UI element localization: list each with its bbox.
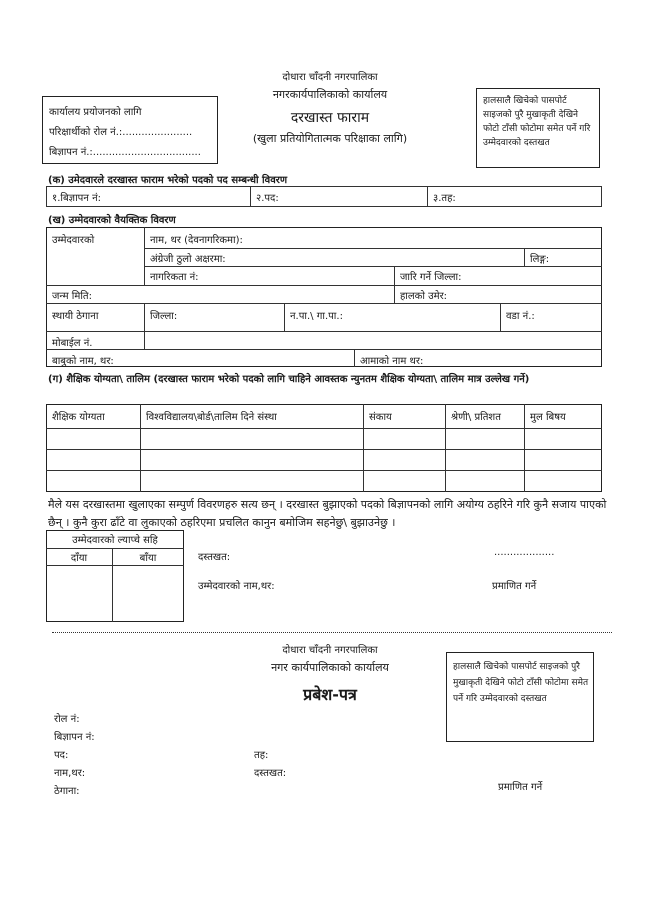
section-c-heading: (ग) शैक्षिक योग्यता\ तालिम (दरखास्त फाराम भरेको पदको लागि चाहिने आवस्तक न्युनतम शैक्षिक योग्यता\ तालिम मात्र उल्लेख गर्ने): [48, 374, 530, 385]
admit-post-label: पद:: [54, 750, 69, 761]
declaration-text: मैले यस दरखास्तमा खुलाएका सम्पुर्ण विवरणहरु सत्य छन् । दरखास्त बुझाएको पदको बिज्ञापनको लागि अयोग्य ठहरिने गरि कुनै सजाय पाएको छैन् । कुनै कुरा ढाँटे वा लुकाएको ठहरिएमा प्रचलित कानुन बमोजिम सहनेछु\ बुझाउनेछु ।: [48, 498, 607, 529]
admit-name-label: नाम,थर:: [54, 768, 86, 779]
signature-dots: ...................: [494, 547, 555, 558]
section-a-row: [46, 186, 602, 207]
photo-box: [476, 88, 600, 168]
col-division: श्रेणी\ प्रतिशत: [451, 412, 501, 423]
gender-field: लिङ्ग:: [530, 254, 550, 265]
admit-roll-label: रोल नं:: [54, 714, 80, 725]
father-name-field: बाबुको नाम, थर:: [52, 356, 114, 367]
admit-address-label: ठेगाना:: [54, 786, 80, 797]
form-subtitle: (खुला प्रतियोगितात्मक परिक्षाका लागि): [252, 132, 408, 145]
thumbprint-title: उम्मेदवारको ल्याप्चे सहि: [72, 535, 158, 546]
candidate-label: उम्मेदवारको: [52, 235, 95, 246]
office-use-box: [42, 96, 218, 164]
section-a-heading: (क) उमेदवारले दरखास्त फाराम भरेको पदको पद सम्बन्धी विवरण: [48, 175, 288, 186]
col-institution: विश्वविद्यालय\बोर्ड\तालिम दिने संस्था: [146, 412, 277, 423]
current-age-field: हालको उमेर:: [400, 291, 448, 302]
signature-label: दस्तखत:: [198, 552, 231, 563]
citizenship-number-field: नागरिकता नं:: [150, 272, 199, 283]
admit-card-title: प्रबेश-पत्र: [303, 685, 357, 704]
dob-field: जन्म मिति:: [52, 291, 92, 302]
mobile-field: मोबाईल नं.: [52, 338, 93, 349]
level-field: ३.तह:: [433, 193, 456, 204]
col-major-subject: मुल बिषय: [530, 412, 566, 423]
mother-name-field: आमाको नाम थर:: [360, 356, 424, 367]
admit-photo-text: हालसालै खिचेको पासपोर्ट साइजको पुरै मुखाकृती देखिने फोटो टाँसी फोटोमा समेत पर्ने गरि उम्मेदवारको दस्तखत: [453, 662, 589, 704]
admit-level-label: तह:: [254, 750, 269, 761]
photo-box-text: हालसालै खिचेको पासपोर्ट साइजको पुरै मुखाकृती देखिने फोटो टाँसी फोटोमा समेत पर्ने गरि उम्मेदवारको दस्तखत: [483, 96, 591, 148]
municipality-field: न.पा.\ गा.पा.:: [290, 311, 343, 322]
education-table: [46, 404, 602, 492]
cut-line: [52, 632, 612, 633]
permanent-address-label: स्थायी ठेगाना: [52, 311, 99, 322]
admit-municipality-name: दोधारा चाँदनी नगरपालिका: [282, 645, 378, 656]
municipality-name: दोधारा चाँदनी नगरपालिका: [282, 72, 378, 83]
district-field: जिल्ला:: [150, 311, 178, 322]
name-english-field: अंग्रेजी ठुलो अक्षरमा:: [150, 254, 226, 265]
name-devanagari-field: नाम, थर (देवनागरिकमा):: [150, 235, 243, 246]
col-faculty: संकाय: [369, 412, 392, 423]
ad-number-field: १.बिज्ञापन नं:: [52, 193, 102, 204]
certify-label: प्रमाणित गर्ने: [492, 581, 537, 592]
admit-ad-number-label: बिज्ञापन नं:: [54, 732, 95, 743]
admit-office-name: नगर कार्यपालिकाको कार्यालय: [271, 661, 389, 674]
candidate-name-label: उम्मेदवारको नाम,थर:: [198, 581, 275, 592]
admit-certify-label: प्रमाणित गर्ने: [498, 782, 543, 793]
admit-photo-box: [446, 652, 594, 742]
form-title: दरखास्त फाराम: [290, 110, 370, 126]
admit-signature-label: दस्तखत:: [254, 768, 287, 779]
post-field: २.पद:: [256, 193, 279, 204]
section-b-heading: (ख) उम्मेदवारको वैयक्तिक विवरण: [48, 215, 176, 226]
advertisement-number-label: बिज्ञापन नं.:..................................: [49, 147, 201, 158]
issue-district-field: जारि गर्ने जिल्ला:: [400, 272, 462, 283]
office-name: नगरकार्यपालिकाको कार्यालय: [272, 88, 388, 101]
office-use-title: कार्यालय प्रयोजनको लागि: [49, 107, 142, 118]
ward-field: वडा नं.:: [506, 311, 535, 322]
left-thumb-label: बाँया: [139, 553, 157, 564]
col-qualification: शैक्षिक योग्यता: [52, 412, 105, 423]
right-thumb-label: दाँया: [70, 553, 88, 564]
roll-number-label: परिक्षार्थीको रोल नं.:......................: [49, 127, 193, 138]
